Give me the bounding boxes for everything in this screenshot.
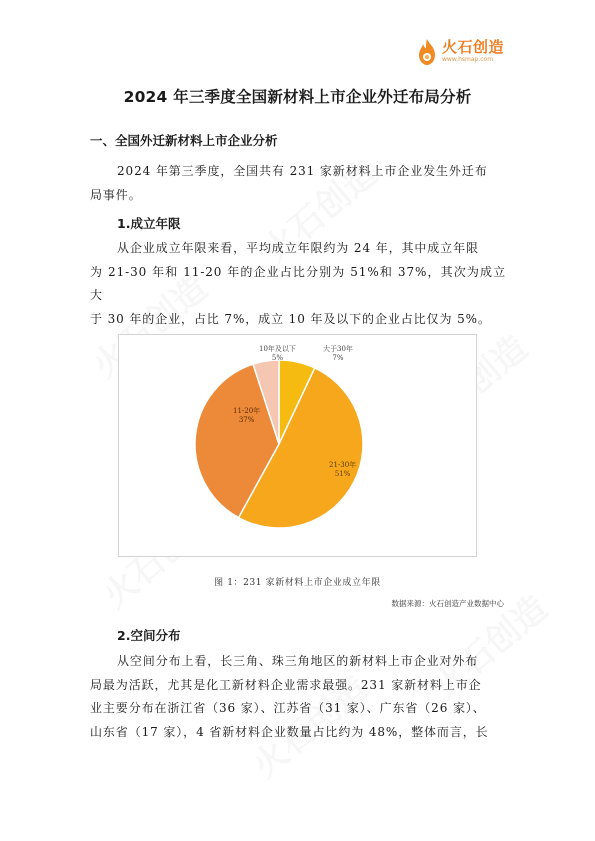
subsection-heading-age: 1.成立年限 — [117, 216, 181, 231]
logo-url: www.hsmap.com — [442, 56, 494, 63]
slice-label-le10 — [259, 345, 296, 363]
intro-line-1: 2024 年第三季度，全国共有 231 家新材料上市企业发生外迁布 — [117, 164, 488, 178]
flame-icon — [416, 38, 438, 66]
subsection-heading-space: 2.空间分布 — [117, 628, 181, 643]
age-line-2: 为 21-30 年和 11-20 年的企业占比分别为 51%和 37%，其次为成立大 — [90, 264, 506, 302]
slice-label-11-20 — [233, 407, 260, 425]
slice-label-21-30-value: 51% — [334, 470, 351, 478]
slice-label-11-20-value: 37% — [238, 416, 255, 424]
slice-label-gt30 — [323, 345, 353, 363]
intro-paragraph — [90, 160, 506, 207]
pie-chart — [118, 334, 477, 557]
slice-label-21-30 — [329, 461, 356, 479]
age-line-1: 从企业成立年限来看，平均成立年限约为 24 年，其中成立年限 — [117, 241, 479, 255]
section-heading: 一、全国外迁新材料上市企业分析 — [90, 133, 278, 148]
page-title: 2024 年三季度全国新材料上市企业外迁布局分析 — [123, 88, 472, 106]
space-line-4: 山东省（17 家），4 省新材料企业数量占比约为 48%，整体而言，长 — [90, 724, 489, 739]
pie-chart-svg — [119, 335, 476, 556]
age-paragraph — [90, 237, 506, 331]
space-paragraph — [90, 650, 506, 744]
slice-label-11-20-category: 11-20年 — [233, 407, 261, 415]
brand-logo — [416, 38, 504, 72]
slice-label-21-30-category: 21-30年 — [329, 461, 357, 469]
slice-label-le10-category: 10年及以下 — [259, 345, 296, 353]
age-line-3: 于 30 年的企业，占比 7%，成立 10 年及以下的企业占比仅为 5%。 — [90, 311, 491, 326]
data-source: 数据来源：火石创造产业数据中心 — [391, 599, 504, 608]
slice-label-gt30-value: 7% — [332, 354, 344, 362]
slice-label-gt30-category: 大于30年 — [323, 345, 353, 353]
slice-label-le10-value: 5% — [271, 354, 284, 362]
logo-name: 火石创造 — [442, 38, 505, 56]
figure-caption: 图 1：231 家新材料上市企业成立年限 — [214, 578, 381, 588]
space-line-3: 业主要分布在浙江省（36 家）、江苏省（31 家）、广东省（26 家）、 — [90, 701, 486, 715]
space-line-2: 局最为活跃，尤其是化工新材料企业需求最强。231 家新材料上市企 — [90, 677, 482, 692]
space-line-1: 从空间分布上看，长三角、珠三角地区的新材料上市企业对外布 — [117, 654, 479, 668]
intro-line-2: 局事件。 — [90, 187, 142, 202]
